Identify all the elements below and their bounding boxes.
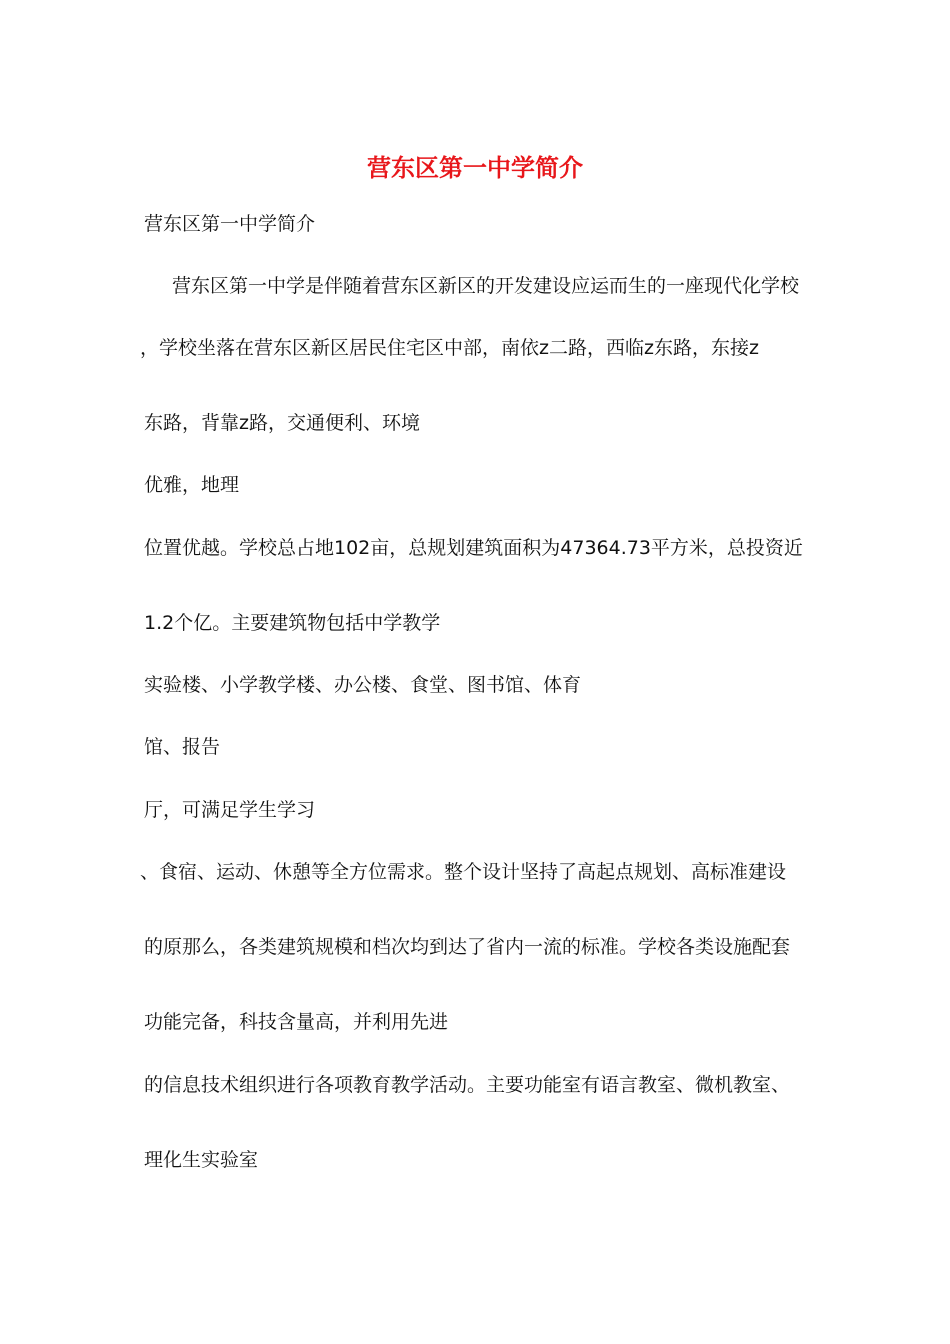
- paragraph-line: 的原那么，各类建筑规模和档次均到达了省内一流的标准。学校各类设施配套: [144, 936, 791, 958]
- paragraph-line: 位置优越。学校总占地102亩，总规划建筑面积为47364.73平方米，总投资近: [144, 537, 803, 559]
- paragraph-line: 东路，背靠z路，交通便利、环境: [144, 412, 420, 434]
- paragraph-line: 、食宿、运动、休憩等全方位需求。整个设计坚持了高起点规划、高标准建设: [140, 861, 787, 883]
- paragraph-line: 的信息技术组织进行各项教育教学活动。主要功能室有语言教室、微机教室、: [144, 1074, 791, 1096]
- subtitle-line: 营东区第一中学简介: [144, 213, 316, 235]
- paragraph-line: ，学校坐落在营东区新区居民住宅区中部，南依z二路，西临z东路，东接z: [140, 337, 759, 359]
- paragraph-line: 功能完备，科技含量高，并利用先进: [144, 1011, 449, 1033]
- paragraph-line: 理化生实验室: [144, 1149, 259, 1171]
- document-title: 营东区第一中学简介: [367, 153, 583, 182]
- paragraph-line: 实验楼、小学教学楼、办公楼、食堂、图书馆、体育: [144, 674, 582, 696]
- paragraph-line: 1.2个亿。主要建筑物包括中学教学: [144, 612, 441, 634]
- paragraph-line: 馆、报告: [144, 736, 221, 758]
- paragraph-line: 优雅，地理: [144, 474, 240, 496]
- paragraph-line: 营东区第一中学是伴随着营东区新区的开发建设应运而生的一座现代化学校: [172, 275, 800, 297]
- paragraph-line: 厅，可满足学生学习: [144, 799, 316, 821]
